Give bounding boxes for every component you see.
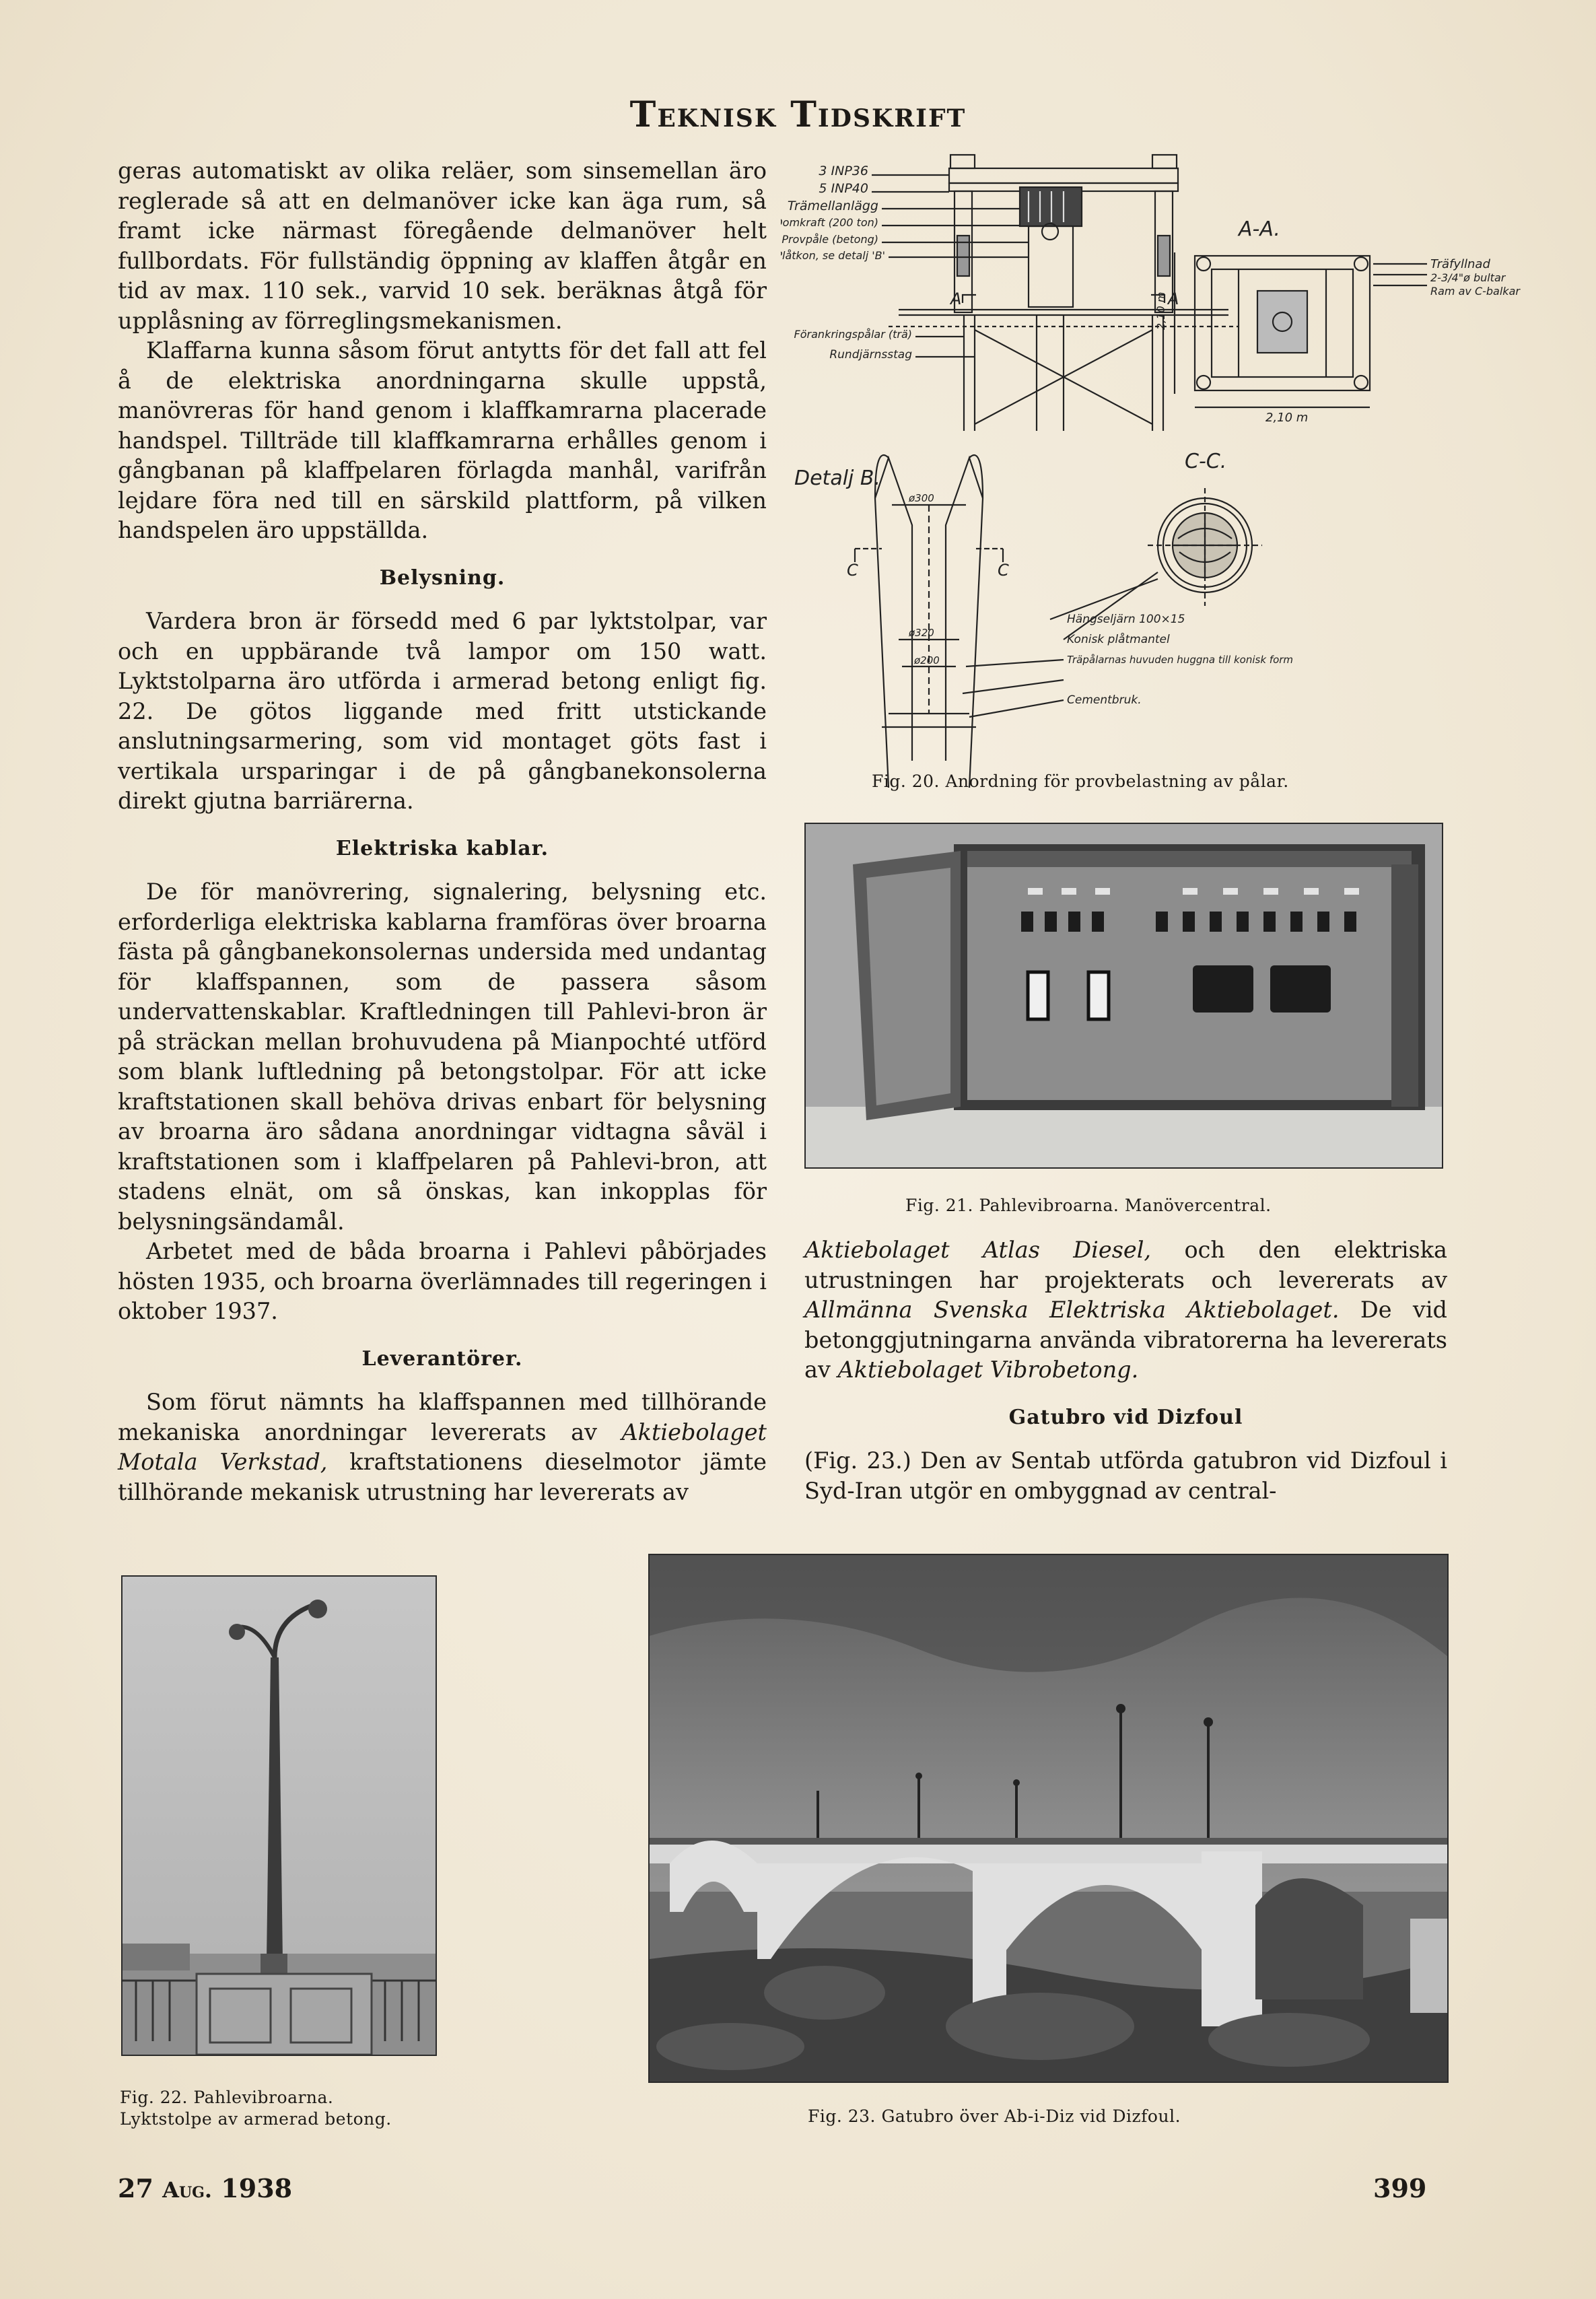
- bridge-illustration: [650, 1555, 1447, 2082]
- figure-21-photo: [804, 823, 1443, 1169]
- paragraph: [118, 1387, 767, 1507]
- label: 3 INP36: [819, 164, 868, 178]
- label: C: [998, 561, 1009, 580]
- label: A: [1168, 289, 1179, 308]
- caption-line: Fig. 22. Pahlevibroarna.: [120, 2088, 334, 2107]
- paragraph: De för manövrering, signalering, belysning etc. erforderliga elektriska kablarna framföras över broarna fästa på gångbanekonsolernas undersida med undantag för klaffspannen, som de passera såsom undervattenskablar. Kraftledningen till Pahlevi-bron är på sträckan mellan brohuvudena på Mianpochté utförd som blank luftledning på betongstolpar. För att icke kraftstationen skall behöva drivas enbart för belysning av broarna äro sådana anordningar vidtagna såväl i kraftstationen som i klaffpelaren på Pahlevi-bron, att stadens elnät, om så önskas, kan inkopplas för belysningsändamål.: [118, 879, 767, 1235]
- paragraph: [804, 1235, 1447, 1385]
- figure-22-caption: [120, 2087, 443, 2130]
- section-title: Detalj B.: [794, 467, 881, 490]
- figure-23-photo: [648, 1554, 1449, 2083]
- company-name: Aktiebolaget Vibrobetong.: [837, 1357, 1139, 1383]
- label: Hängseljärn 100×15: [1067, 613, 1185, 626]
- pile-test-drawing: [781, 141, 1528, 788]
- right-column: [804, 1235, 1447, 1506]
- label: 2,10 m: [1265, 411, 1309, 425]
- footer-day: 27: [118, 2173, 163, 2203]
- label: Träpålarnas huvuden huggna till konisk form: [1067, 654, 1294, 666]
- section-heading-belysning: Belysning.: [379, 565, 506, 590]
- label: ø320: [909, 627, 934, 639]
- paragraph: Klaffarna kunna såsom förut antytts för det fall att fel å de elektriska anordningarna skulle uppstå, manövreras för hand genom i klaffkamrarna placerade handspel. Tillträde till klaffkamrarna erhålles genom i gångbanan på klaffpelaren förlagda manhål, varifrån lejdare föra ned till en särskild plattform, på vilken handspelen äro uppställda.: [118, 337, 767, 543]
- text: Som förut nämnts ha klaffspannen med tillhörande mekaniska anordningar levererats av: [118, 1389, 767, 1445]
- footer-month: Aug.: [162, 2177, 213, 2203]
- company-name: Aktiebolaget Motala Verkstad,: [118, 1418, 767, 1475]
- footer-date: [118, 2173, 292, 2203]
- text: kraftstationens dieselmotor jämte tillhörande mekanisk utrustning har levererats av: [118, 1449, 767, 1505]
- label: 2,10 m: [1154, 291, 1167, 330]
- paragraph: Vardera bron är försedd med 6 par lyktstolpar, var och en uppbärande två lampor om 150 watt. Lyktstolparna äro utförda i armerad betong enligt fig. 22. De götos liggande med fritt utstickande anslutningsarmering, som vid montaget göts fast i vertikala ursparingar i de på gångbanekonsolerna direkt gjutna barriärerna.: [118, 608, 767, 814]
- label: Trämellanlägg: [787, 199, 878, 213]
- company-name: Aktiebolaget Atlas Diesel,: [804, 1237, 1152, 1263]
- journal-header: Teknisk Tidskrift: [629, 94, 967, 135]
- left-column: [118, 156, 767, 1507]
- label: Konisk plåtmantel: [1067, 633, 1170, 646]
- label: Cementbruk.: [1067, 693, 1142, 707]
- label: ø200: [914, 654, 940, 666]
- label: 2-3/4"ø bultar: [1430, 271, 1506, 284]
- label: Träfyllnad: [1430, 257, 1490, 271]
- company-name: Allmänna Svenska Elektriska Aktiebolaget.: [804, 1297, 1340, 1323]
- section-title: A-A.: [1239, 217, 1280, 241]
- label: Plåtkon, se detalj 'B': [781, 249, 885, 262]
- section-heading-kablar: Elektriska kablar.: [335, 836, 549, 860]
- text: De vid betonggjutningarna använda vibratorerna ha levererats av: [804, 1297, 1447, 1383]
- label: Domkraft (200 ton): [781, 216, 878, 229]
- figure-22-photo: [121, 1575, 437, 2056]
- label: Provpåle (betong): [782, 233, 878, 246]
- lamp-post-illustration: [123, 1577, 436, 2055]
- paragraph: (Fig. 23.) Den av Sentab utförda gatubron vid Dizfoul i Syd-Iran utgör en ombyggnad av central-: [804, 1447, 1447, 1504]
- label: A: [950, 289, 962, 308]
- label: 5 INP40: [819, 181, 868, 196]
- section-title: C-C.: [1185, 450, 1227, 473]
- section-heading-gatubro: Gatubro vid Dizfoul: [1008, 1405, 1243, 1429]
- paragraph: geras automatiskt av olika reläer, som sinsemellan äro reglerade så att en delmanöver icke kan äga rum, så framt icke närmast föregående delmanöver helt fullbordats. För fullständig öppning av klaffen åtgår en tid av max. 110 sek., varvid 10 sek. beräknas åtgå för upplåsning av förreglingsmekanismen.: [118, 158, 767, 334]
- figure-20-caption: Fig. 20. Anordning för provbelastning av pålar.: [872, 771, 1289, 791]
- figure-23-caption: Fig. 23. Gatubro över Ab-i-Diz vid Dizfoul.: [808, 2106, 1181, 2126]
- figure-20-drawing: [781, 141, 1528, 788]
- label: Ram av C-balkar: [1430, 285, 1520, 298]
- text: och den elektriska utrustningen har projekterats och levererats av: [804, 1237, 1447, 1293]
- footer-year: 1938: [212, 2173, 293, 2203]
- label: C: [847, 561, 858, 580]
- label: Rundjärnsstag: [829, 348, 912, 362]
- section-heading-leverantorer: Leverantörer.: [361, 1346, 523, 1371]
- label: ø300: [909, 492, 934, 504]
- paragraph: Arbetet med de båda broarna i Pahlevi påbörjades hösten 1935, och broarna överlämnades till regeringen i oktober 1937.: [118, 1238, 767, 1324]
- figure-21-caption: Fig. 21. Pahlevibroarna. Manövercentral.: [905, 1196, 1272, 1215]
- caption-line: Lyktstolpe av armerad betong.: [120, 2109, 392, 2129]
- control-cabinet-illustration: [806, 824, 1442, 1167]
- label: Förankringspålar (trä): [794, 328, 912, 341]
- page-number: 399: [1373, 2173, 1427, 2203]
